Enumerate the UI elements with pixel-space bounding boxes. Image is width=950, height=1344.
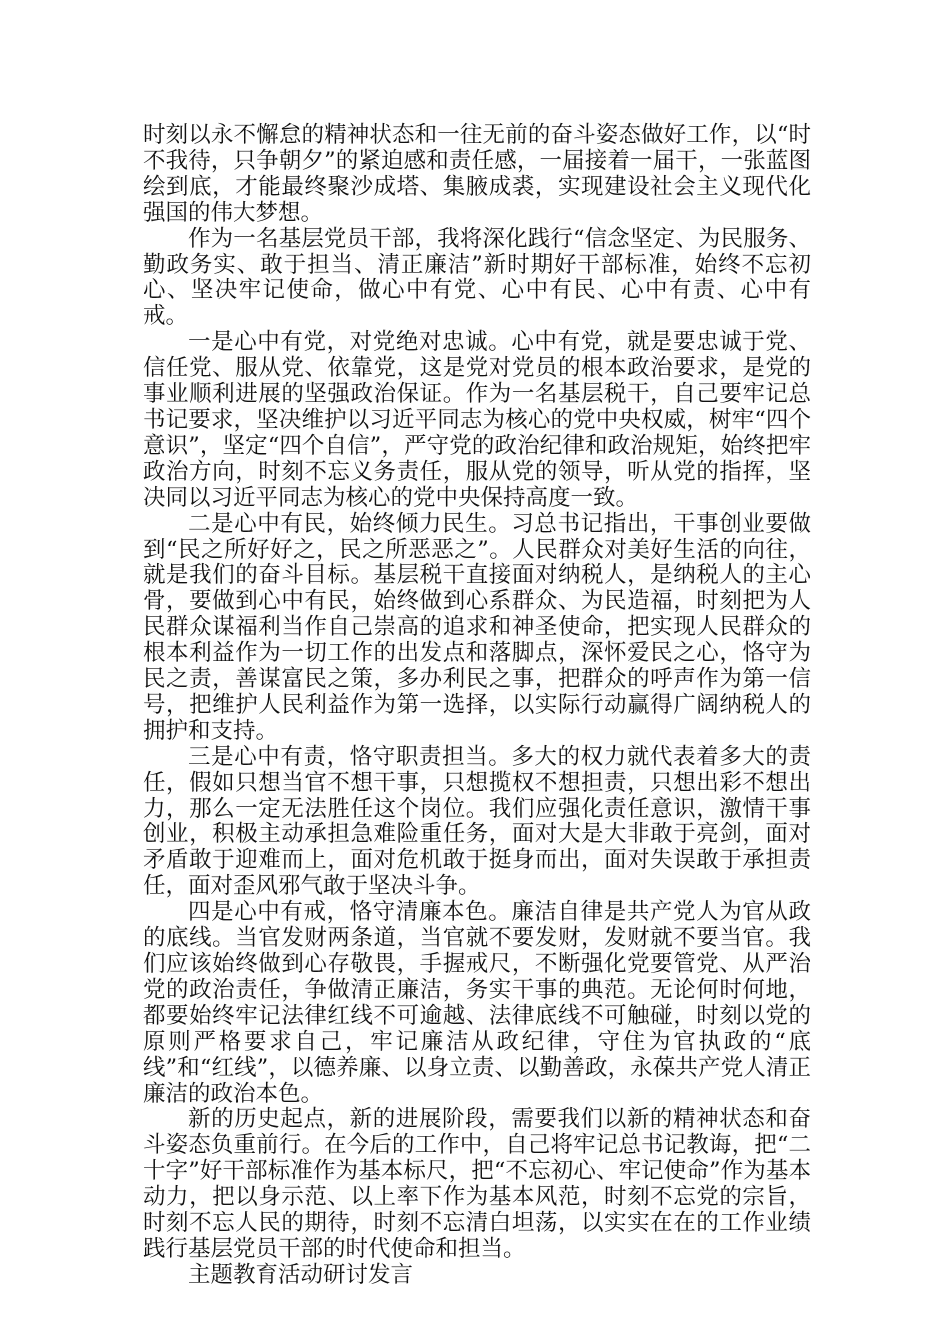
- paragraph-heart-discipline: 四是心中有戒，恪守清廉本色。廉洁自律是共产党人为官从政的底线。当官发财两条道，当官就不要发财，发财就不要当官。我们应该始终做到心存敬畏，手握戒尺，不断强化党要管党、从严治党的政治责任，争做清正廉洁，务实干事的典范。无论何时何地，都要始终牢记法律红线不可逾越、法律底线不可触碰，时刻以党的原则严格要求自己，牢记廉洁从政纪律，守住为官执政的“底线”和“红线”，以德养廉、以身立责、以勤善政，永葆共产党人清正廉洁的政治本色。: [143, 899, 811, 1107]
- closing-title: 主题教育活动研讨发言: [188, 1261, 414, 1288]
- document-body: [143, 123, 811, 1289]
- paragraph-heart-party: 一是心中有党，对党绝对忠诚。心中有党，就是要忠诚于党、信任党、服从党、依靠党，这是党对党员的根本政治要求，是党的事业顺利进展的坚强政治保证。作为一名基层税干，自己要牢记总书记要求，坚决维护以习近平同志为核心的党中央权威，树牢“四个意识”，坚定“四个自信”，严守党的政治纪律和政治规矩，始终把牢政治方向，时刻不忘义务责任，服从党的领导，听从党的指挥，坚决同以习近平同志为核心的党中央保持高度一致。: [143, 329, 811, 511]
- paragraph-conclusion: 新的历史起点，新的进展阶段，需要我们以新的精神状态和奋斗姿态负重前行。在今后的工作中，自己将牢记总书记教诲，把“二十字”好干部标准作为基本标尺，把“不忘初心、牢记使命”作为基本动力，把以身示范、以上率下作为基本风范，时刻不忘党的宗旨，时刻不忘人民的期待，时刻不忘清白坦荡，以实实在在的工作业绩践行基层党员干部的时代使命和担当。: [143, 1106, 811, 1262]
- paragraph-heart-people: 二是心中有民，始终倾力民生。习总书记指出，干事创业要做到“民之所好好之，民之所恶恶之”。人民群众对美好生活的向往，就是我们的奋斗目标。基层税干直接面对纳税人，是纳税人的主心骨，要做到心中有民，始终做到心系群众、为民造福，时刻把为人民群众谋福利当作自己崇高的追求和神圣使命，把实现人民群众的根本利益作为一切工作的出发点和落脚点，深怀爱民之心，恪守为民之责，善谋富民之策，多办利民之事，把群众的呼声作为第一信号，把维护人民利益作为第一选择，以实际行动赢得广阔纳税人的拥护和支持。: [143, 510, 811, 744]
- paragraph-continuation: 时刻以永不懈怠的精神状态和一往无前的奋斗姿态做好工作，以“时不我待，只争朝夕”的紧迫感和责任感，一届接着一届干，一张蓝图绘到底，才能最终聚沙成塔、集腋成裘，实现建设社会主义现代化强国的伟大梦想。: [143, 122, 811, 226]
- paragraph-heart-duty: 三是心中有责，恪守职责担当。多大的权力就代表着多大的责任，假如只想当官不想干事，只想揽权不想担责，只想出彩不想出力，那么一定无法胜任这个岗位。我们应强化责任意识，激情干事创业，积极主动承担急难险重任务，面对大是大非敢于亮剑，面对矛盾敢于迎难而上，面对危机敢于挺身而出，面对失误敢于承担责任，面对歪风邪气敢于坚决斗争。: [143, 743, 811, 900]
- paragraph-commitment: 作为一名基层党员干部，我将深化践行“信念坚定、为民服务、勤政务实、敢于担当、清正廉洁”新时期好干部标准，始终不忘初心、坚决牢记使命，做心中有党、心中有民、心中有责、心中有戒。: [143, 225, 811, 330]
